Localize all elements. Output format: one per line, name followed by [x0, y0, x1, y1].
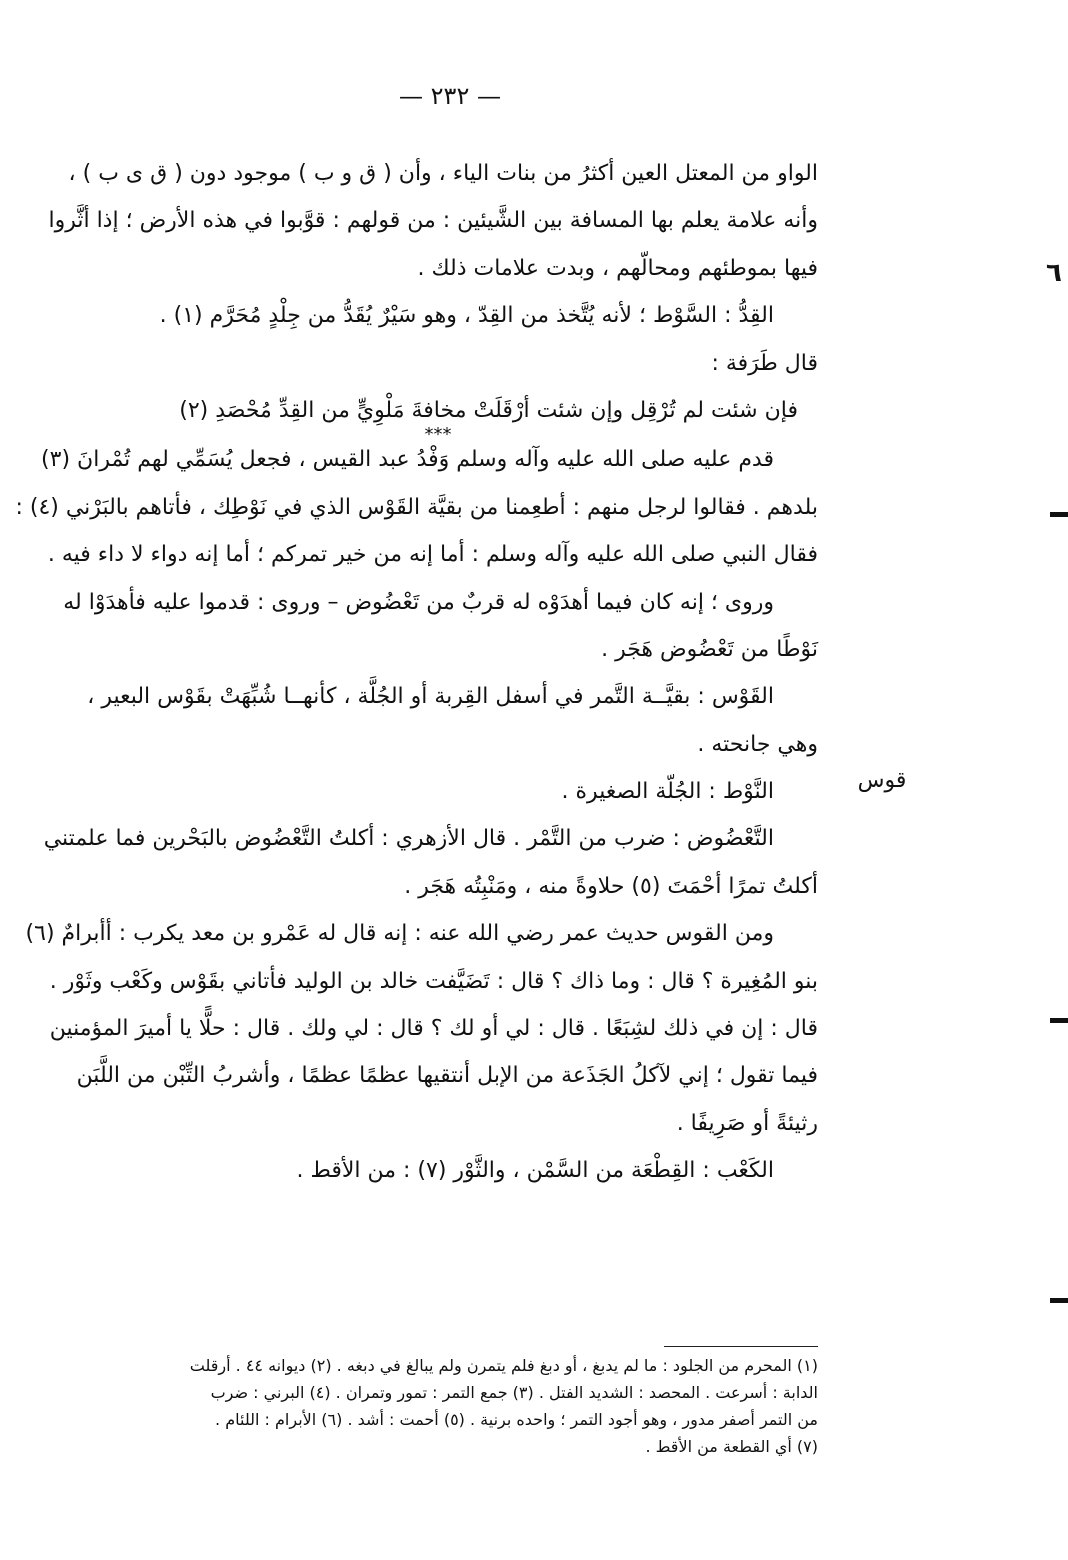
footnote-divider — [664, 1346, 818, 1347]
text-line: فقال النبي صلى الله عليه وآله وسلم : أما إنه من خير تمركم ؛ أما إنه دواء لا داء فيه . — [47, 542, 818, 568]
text-line: فيها بموطئهم ومحالّهم ، وبدت علامات ذلك . — [417, 255, 818, 281]
text-line: بلدهم . فقالوا لرجل منهم : أطعِمنا من بقيَّة القَوْس الذي في نَوْطِك ، فأتاهم بالبَرْني (٤) : — [15, 494, 818, 520]
section-separator: *** — [424, 424, 452, 446]
text-line: قدم عليه صلى الله عليه وآله وسلم وَفْدُ عبد القيس ، فجعل يُسَمِّي لهم تُمْرانَ (٣) — [41, 447, 774, 473]
text-line: ومن القوس حديث عمر رضي الله عنه : إنه قال له عَمْرو بن معد يكرب : أأبرامٌ (٦) — [25, 921, 774, 947]
page-number: — ٢٣٢ — — [399, 82, 501, 110]
text-line: الواو من المعتل العين أكثرُ من بنات الياء ، وأن ( ق و ب ) موجود دون ( ق ى ب ) ، — [68, 161, 818, 186]
text-line: قال : إن في ذلك لشِبَعًا . قال : لي أو لك ؟ قال : لي ولك . قال : حلًّا يا أميرَ المؤمنين — [49, 1016, 818, 1042]
text-line: قال طَرَفة : — [711, 350, 818, 376]
edge-mark — [1050, 1298, 1068, 1303]
text-line: القَوْس : بقيَّــة التَّمر في أسفل القِربة أو الجُلَّة ، كأنهــا شُبِّهَتْ بقَوْس البعير ، — [87, 684, 774, 710]
margin-label: قوس — [857, 768, 907, 793]
text-line: فيما تقول ؛ إني لآكلُ الجَذَعة من الإبل أنتقيها عظمًا عظمًا ، وأشربُ التِّبْن من اللَّبَن — [76, 1063, 818, 1089]
poetry-verse: فإن شئت لم تُرْقِل وإن شئت أرْقَلَتْ مخافةَ مَلْوِيٍّ من القِدِّ مُحْصَدِ (٢) — [179, 397, 798, 423]
text-line: الكَعْب : القِطْعَة من السَّمْن ، والثَّوْر (٧) : من الأقط . — [296, 1158, 774, 1184]
text-line: بنو المُغِيرة ؟ قال : وما ذاك ؟ قال : تَضَيَّفت خالد بن الوليد فأتاني بقَوْس وكَعْب وثَوْر . — [49, 968, 818, 994]
footnote-line: (١) المحرم من الجلود : ما لم يدبغ ، أو دبغ فلم يتمرن ولم يبالغ في دبغه . (٢) ديوانه ٤٤ . أرقلت — [189, 1356, 818, 1375]
text-line: التَّعْضُوض : ضرب من التَّمْر . قال الأزهري : أكلتُ التَّعْضُوض بالبَحْرين فما علمتني — [43, 826, 774, 852]
text-line: القِدُّ : السَّوْط ؛ لأنه يُتَّخذ من القِدّ ، وهو سَيْرٌ يُقَدُّ من جِلْدٍ مُحَرَّم (١) . — [159, 303, 774, 329]
text-line: وأنه علامة يعلم بها المسافة بين الشَّيئين : من قولهم : قوَّبوا في هذه الأرض ؛ إذا أثَّروا — [48, 208, 818, 234]
footnote-line: من التمر أصفر مدور ، وهو أجود التمر ؛ واحده برنية . (٥) أحمت : أشد . (٦) الأبرام : اللئام . — [215, 1410, 818, 1429]
footnotes — [98, 1352, 818, 1460]
text-line: نَوْطًا من تَعْضُوض هَجَر . — [601, 636, 818, 662]
text-line: وروى ؛ إنه كان فيما أهدَوْه له قربٌ من تَعْضُوض – وروى : قدموا عليه فأهدَوْا له — [63, 589, 774, 615]
edge-mark — [1050, 1018, 1068, 1023]
body-text — [15, 150, 818, 1195]
text-line: النَّوْط : الجُلّة الصغيرة . — [561, 779, 774, 805]
edge-mark — [1050, 512, 1068, 517]
text-line: وهي جانحته . — [697, 731, 818, 757]
footnote-line: الدابة : أسرعت . المحصد : الشديد الفتل . (٣) جمع التمر : تمور وتمران . (٤) البرني : ضرب — [210, 1383, 818, 1402]
footnote-line: (٧) أي القطعة من الأقط . — [645, 1437, 818, 1456]
edge-digit: ٦ — [1046, 258, 1062, 288]
text-line: رثيئةً أو صَرِيفًا . — [676, 1110, 818, 1136]
text-line: أكلتُ تمرًا أحْمَتَ (٥) حلاوةً منه ، ومَنْبِتُه هَجَر . — [404, 873, 818, 899]
